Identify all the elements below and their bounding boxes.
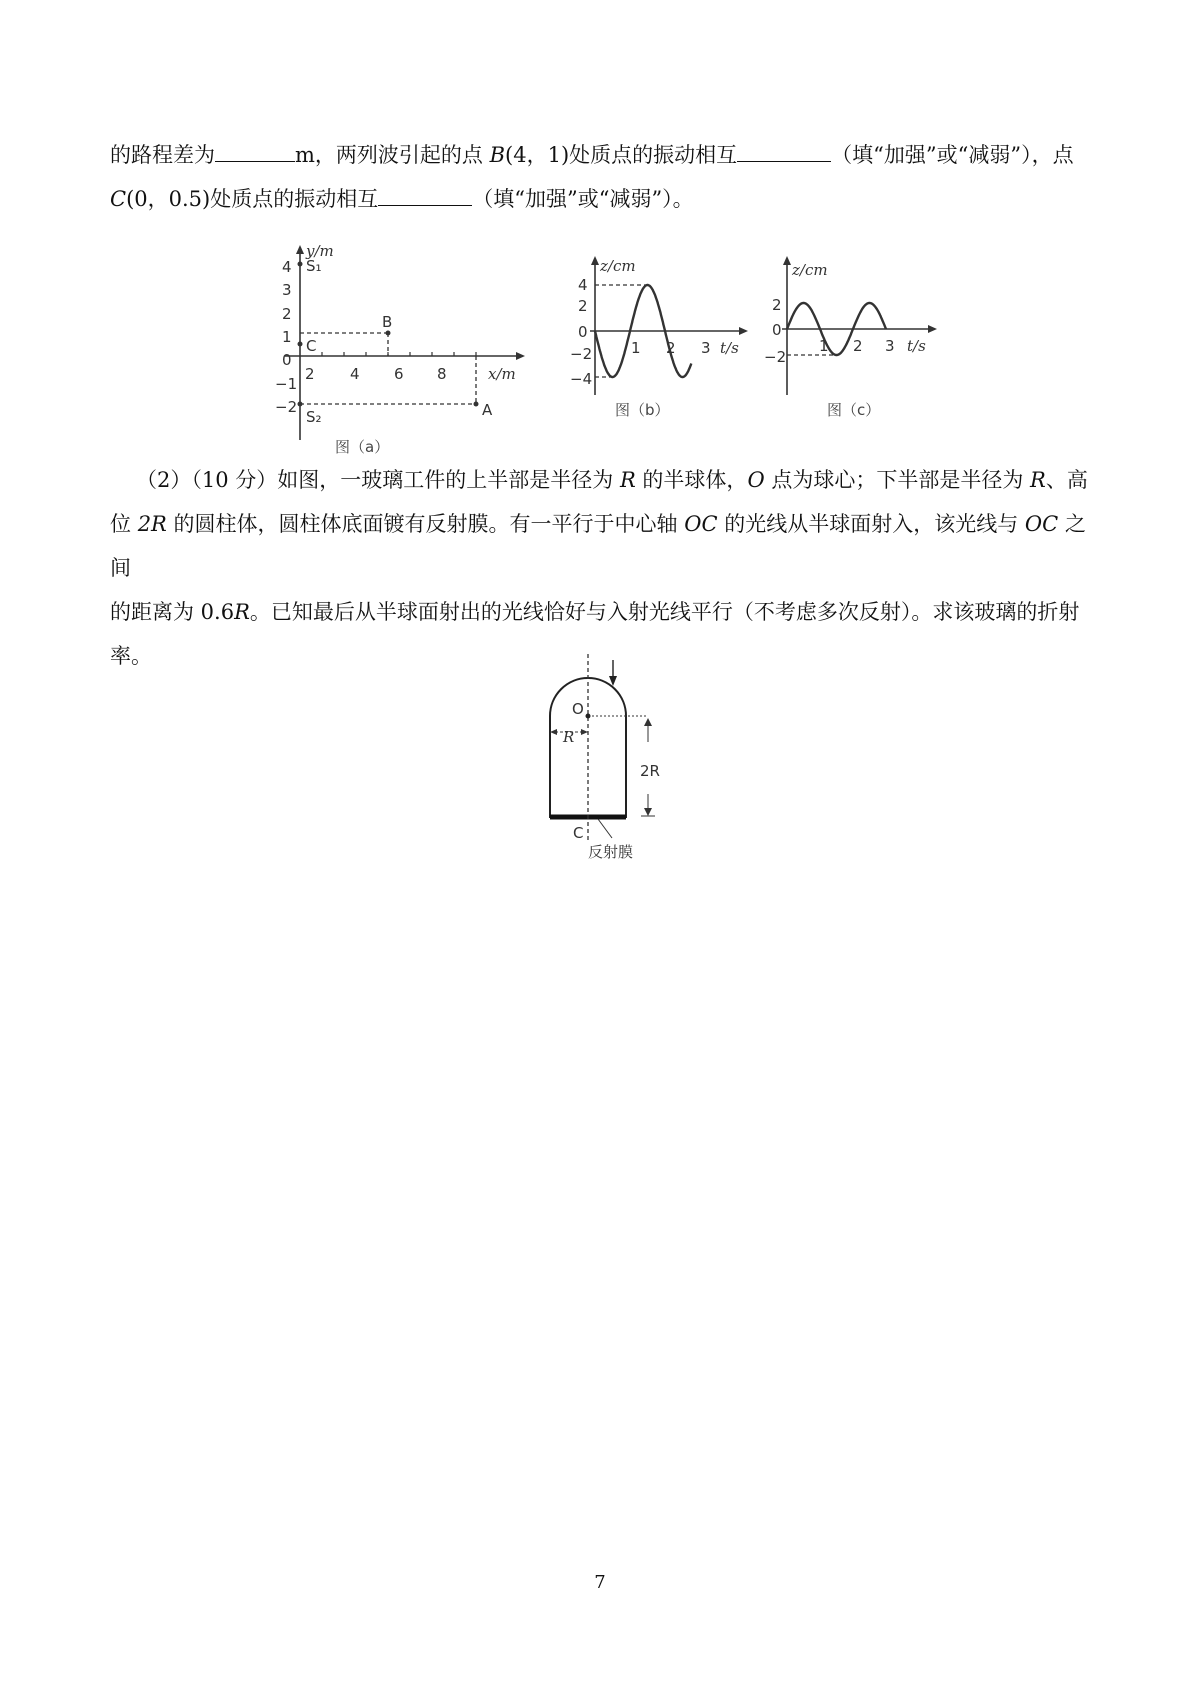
svg-text:S₁: S₁: [306, 257, 322, 275]
svg-text:−2: −2: [764, 348, 787, 366]
svg-text:2: 2: [853, 337, 863, 355]
svg-text:4: 4: [578, 276, 588, 294]
point-a: [474, 402, 479, 407]
q2-text: [110, 458, 1095, 678]
svg-text:1: 1: [819, 337, 829, 355]
svg-text:2: 2: [666, 339, 676, 357]
center-o: [586, 714, 591, 719]
fig-b-xlabel: t/s: [720, 339, 739, 357]
fig-c-y-ticks: [764, 296, 786, 366]
point-b: [386, 331, 391, 336]
svg-text:R: R: [563, 728, 575, 746]
svg-text:C: C: [573, 824, 584, 842]
svg-text:0: 0: [282, 351, 292, 369]
figure-glass-workpiece: [520, 652, 700, 867]
svg-text:O: O: [572, 700, 584, 718]
svg-text:3: 3: [885, 337, 895, 355]
svg-text:−2: −2: [275, 398, 298, 416]
svg-text:4: 4: [350, 365, 360, 383]
svg-text:A: A: [482, 401, 493, 419]
svg-text:−1: −1: [275, 375, 298, 393]
answer-blank-1[interactable]: [215, 139, 295, 162]
q1-line2: C(0，0.5)处质点的振动相互 （填“加强”或“减弱”）。: [110, 177, 1095, 221]
q2-line3: 的距离为 0.6R。已知最后从半球面射出的光线恰好与入射光线平行（不考虑多次反射）。求该玻璃的折射: [110, 600, 1080, 624]
svg-text:2: 2: [578, 297, 588, 315]
figure-b: [555, 255, 755, 465]
svg-text:0: 0: [578, 323, 588, 341]
svg-text:C: C: [306, 337, 317, 355]
svg-text:0: 0: [772, 321, 782, 339]
q2-line4: 率。: [110, 644, 152, 668]
q2-line1: （2）（10 分）如图，一玻璃工件的上半部是半径为 R 的半球体，O 点为球心；下半部是半径为 R、高: [136, 468, 1088, 492]
svg-text:2: 2: [282, 305, 292, 323]
svg-text:S₂: S₂: [306, 408, 322, 426]
figure-a: [270, 240, 530, 465]
fig-a-y-ticks: [275, 258, 297, 416]
q1-line1: 的路程差为 m，两列波引起的点 B(4，1)处质点的振动相互 （填“加强”或“减弱”），点: [110, 133, 1095, 177]
svg-text:B: B: [382, 313, 393, 331]
page-number: 7: [594, 1572, 606, 1593]
fig-b-y-ticks: [570, 276, 592, 388]
svg-text:2R: 2R: [640, 762, 660, 780]
svg-text:2: 2: [772, 296, 782, 314]
fig-a-xlabel: x/m: [488, 365, 516, 383]
fig-c-caption: 图（c）: [827, 401, 881, 419]
svg-text:4: 4: [282, 258, 292, 276]
point-s1: [298, 262, 303, 267]
answer-blank-2[interactable]: [737, 139, 831, 162]
fig-c-ylabel: z/cm: [792, 261, 828, 279]
point-c: [298, 342, 303, 347]
fig-b-ylabel: z/cm: [600, 257, 636, 275]
svg-text:6: 6: [394, 365, 404, 383]
q2-line2: 位 2R 的圆柱体，圆柱体底面镀有反射膜。有一平行于中心轴 OC 的光线从半球面射入，该光线与 OC 之间: [110, 512, 1086, 580]
q1-text: [110, 133, 1095, 221]
svg-text:1: 1: [631, 339, 641, 357]
figure-c: [762, 255, 942, 465]
svg-text:8: 8: [437, 365, 447, 383]
fig-b-caption: 图（b）: [615, 401, 670, 419]
fig-a-ylabel: y/m: [306, 242, 334, 260]
fig-a-caption: 图（a）: [335, 438, 390, 456]
svg-text:1: 1: [282, 328, 292, 346]
svg-text:反射膜: 反射膜: [588, 843, 634, 861]
svg-text:3: 3: [701, 339, 711, 357]
svg-text:−2: −2: [570, 345, 593, 363]
answer-blank-3[interactable]: [378, 183, 472, 206]
point-s2: [298, 402, 303, 407]
fig-c-xlabel: t/s: [907, 337, 926, 355]
svg-text:−4: −4: [570, 370, 593, 388]
svg-text:3: 3: [282, 281, 292, 299]
svg-text:2: 2: [305, 365, 315, 383]
